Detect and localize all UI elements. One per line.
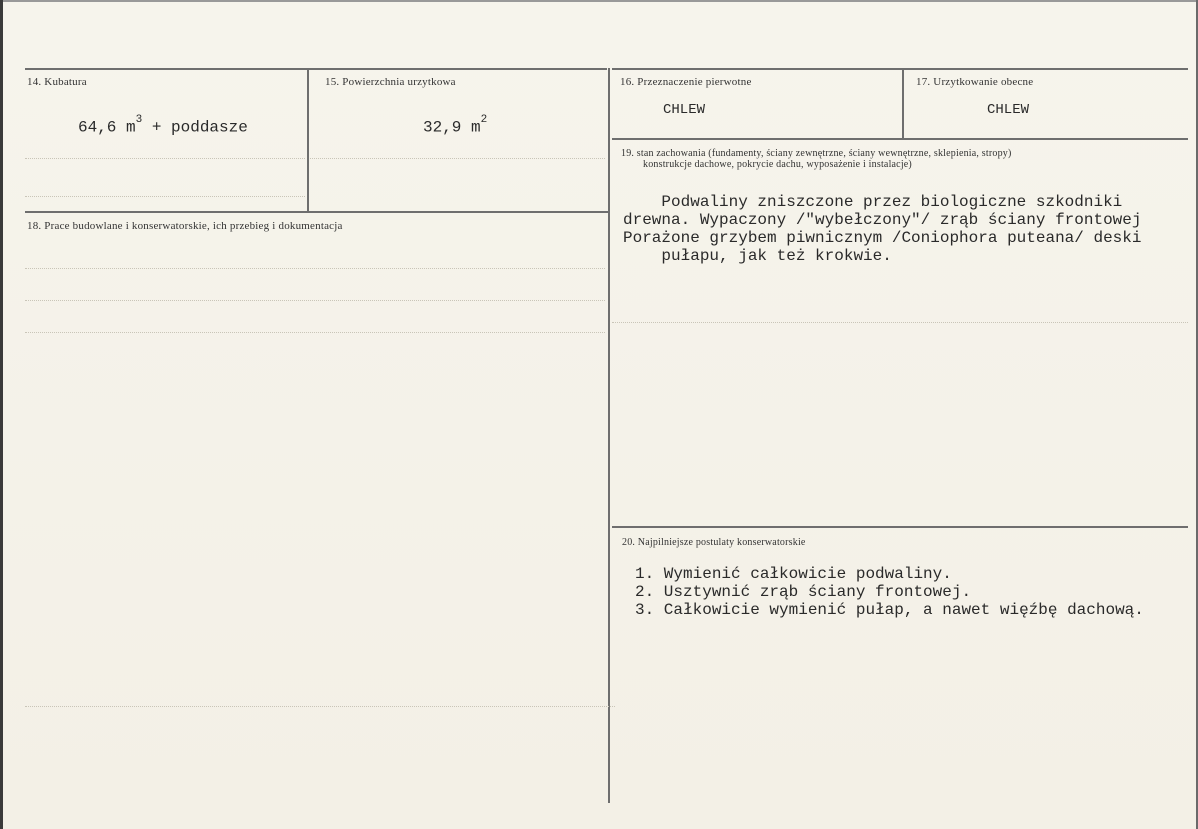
field-16-label: 16. Przeznaczenie pierwotne [620, 76, 752, 88]
field-15-value [423, 114, 488, 137]
cubature-unit-exponent: 3 [135, 114, 143, 126]
area-unit-exponent: 2 [480, 114, 488, 126]
top-edge [0, 0, 1198, 2]
guide-line [310, 158, 605, 160]
field-16-value: CHLEW [663, 102, 706, 118]
guide-line [25, 300, 605, 302]
field-20-label: 20. Najpilniejsze postulaty konserwatorskie [622, 537, 806, 548]
field-14-label: 14. Kubatura [27, 76, 87, 88]
postulate-item: 2. Usztywnić zrąb ściany frontowej. [635, 583, 972, 601]
guide-line [25, 196, 305, 198]
field-14-value [78, 114, 248, 137]
divider-14-15 [307, 68, 309, 212]
cubature-suffix: + poddasze [142, 118, 248, 137]
field-17-label: 17. Urzytkowanie obecne [916, 76, 1034, 88]
field-19-label-line2: konstrukcje dachowe, pokrycie dachu, wyposażenie i instalacje) [643, 159, 912, 170]
area-value: 32,9 m [423, 118, 481, 137]
postulate-item: 3. Całkowicie wymienić pułap, a nawet więźbę dachową. [635, 601, 1144, 619]
field-19-label-line1: 19. stan zachowania (fundamenty, ściany zewnętrzne, ściany wewnętrzne, sklepienia, stropy) [621, 148, 1012, 159]
divider-16-17 [902, 68, 904, 138]
guide-line [25, 268, 605, 270]
rule-below-16-17 [612, 138, 1188, 140]
rule-above-20 [612, 526, 1188, 528]
cubature-value: 64,6 m [78, 118, 136, 137]
left-edge [0, 0, 3, 829]
rule-top-left [25, 68, 607, 70]
condition-description: Podwaliny zniszczone przez biologiczne szkodniki drewna. Wypaczony /"wybełczony"/ zrąb ściany frontowej Porażone grzybem piwnicznym /Coniophora puteana/ deski pułapu, jak też krokwie. [623, 193, 1142, 265]
guide-line [25, 158, 305, 160]
postulates-list [635, 565, 1144, 619]
field-15-label: 15. Powierzchnia urzytkowa [325, 76, 456, 88]
rule-top-right [612, 68, 1188, 70]
rule-above-18 [25, 211, 608, 213]
field-18-label: 18. Prace budowlane i konserwatorskie, ich przebieg i dokumentacja [27, 220, 343, 232]
divider-main [608, 68, 610, 803]
guide-line [25, 706, 615, 708]
guide-line [612, 322, 1188, 324]
guide-line [25, 332, 605, 334]
postulate-item: 1. Wymienić całkowicie podwaliny. [635, 565, 952, 583]
field-17-value: CHLEW [987, 102, 1030, 118]
